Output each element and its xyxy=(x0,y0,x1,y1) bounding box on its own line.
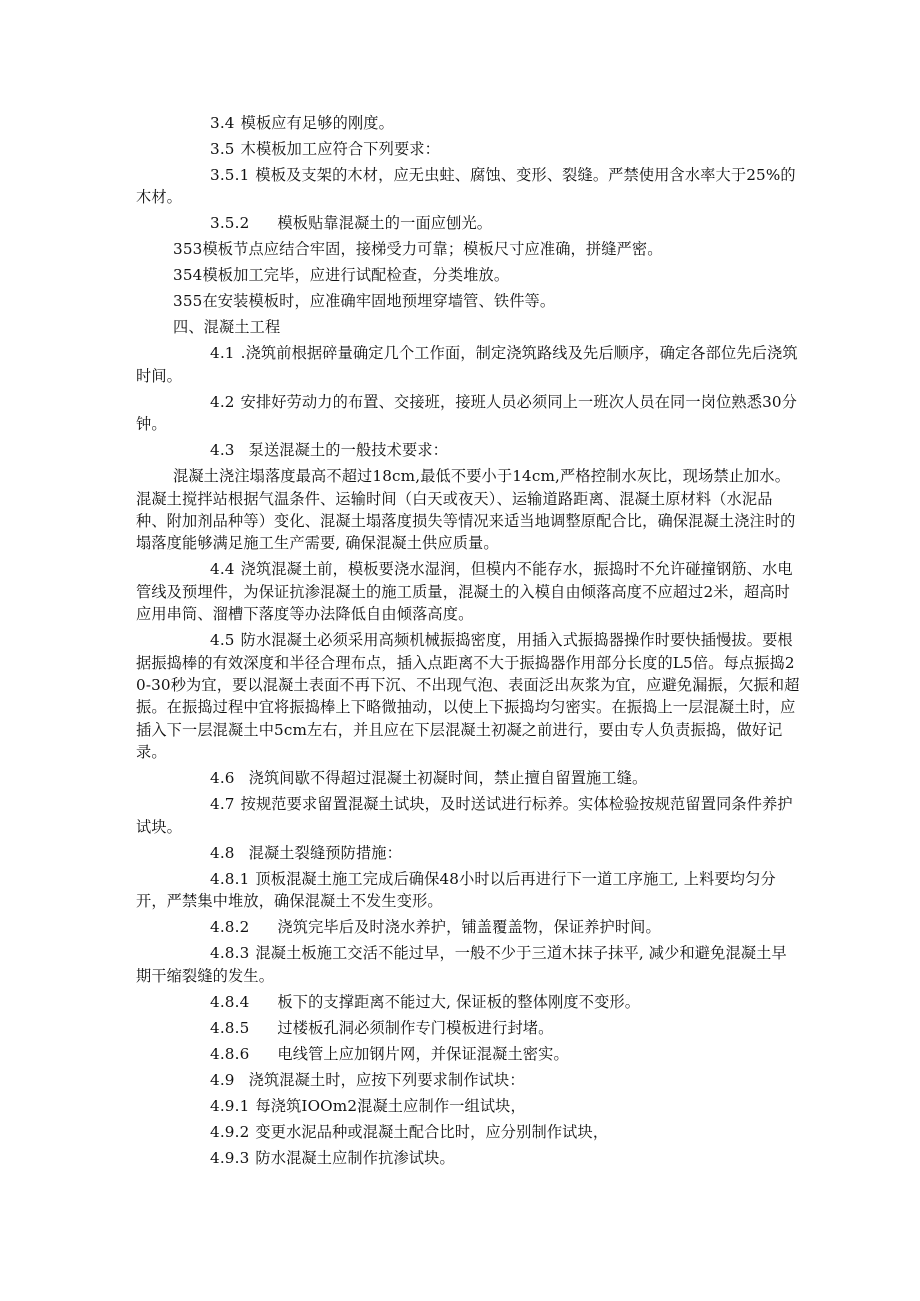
paragraph-text: 混凝土浇注塌落度最高不超过18cm,最低不要小于14cm,严格控制水灰比，现场禁止加水。混凝土搅拌站根据气温条件、运输时间（白天或夜天）、运输道路距离、混凝土原材料（水泥品种、附加剂品种等）变化、混凝土塌落度损失等情况来适当地调整原配合比，确保混凝土浇注时的塌落度能够满足施工生产需要, 确保混凝土供应质量。 xyxy=(136,467,796,553)
paragraph xyxy=(136,138,800,160)
paragraph-text: 浇筑间歇不得超过混凝土初凝时间，禁止擅自留置施工缝。 xyxy=(248,769,648,788)
paragraph-text: 模板贴靠混凝土的一面应刨光。 xyxy=(277,214,493,233)
paragraph-text: 模板及支架的木材，应无虫蛀、腐蚀、变形、裂缝。严禁使用含水率大于25%的木材。 xyxy=(136,166,796,207)
paragraph xyxy=(136,629,800,763)
clause-number: 4.7 xyxy=(210,795,235,814)
paragraph xyxy=(136,1043,800,1065)
clause-number: 4.8.4 xyxy=(210,992,250,1011)
paragraph xyxy=(136,238,800,260)
paragraph-text: 浇筑混凝土前，模板要浇水湿润，但模内不能存水，振捣时不允许碰撞钢筋、水电管线及预埋件，为保证抗渗混凝土的施工质量，混凝土的入模自由倾落高度不应超过2米，超高时应用串筒、溜槽下落度等办法降低自由倾落高度。 xyxy=(136,560,793,624)
clause-number: 4.8 xyxy=(210,843,235,862)
paragraph-text: 355在安装模板时，应准确牢固地预埋穿墙管、铁件等。 xyxy=(173,292,556,311)
clause-number: 4.2 xyxy=(210,392,235,411)
paragraph xyxy=(136,439,800,461)
paragraph-text: 混凝土裂缝预防措施： xyxy=(248,843,402,862)
paragraph xyxy=(136,465,800,555)
clause-number: 4.8.1 xyxy=(210,869,250,888)
paragraph-text: 泵送混凝土的一般技术要求： xyxy=(248,441,448,460)
paragraph xyxy=(136,767,800,789)
clause-number: 4.9 xyxy=(210,1070,235,1089)
paragraph-text: 顶板混凝土施工完成后确保48小时以后再进行下一道工序施工, 上料要均匀分开，严禁集中堆放，确保混凝土不发生变形。 xyxy=(136,869,776,911)
paragraph-text: 按规范要求留置混凝土试块，及时送试进行标养。实体检验按规范留置同条件养护试块。 xyxy=(136,795,793,836)
paragraph xyxy=(136,1147,800,1169)
paragraph xyxy=(136,1069,800,1091)
paragraph-text: 浇筑完毕后及时浇水养护，铺盖覆盖物，保证养护时间。 xyxy=(277,918,661,937)
paragraph xyxy=(136,391,800,436)
paragraph-text: 安排好劳动力的布置、交接班，接班人员必须同上一班次人员在同一岗位熟悉30分钟。 xyxy=(136,392,798,434)
clause-number: 4.8.5 xyxy=(210,1018,250,1037)
clause-number: 4.9.3 xyxy=(210,1148,250,1167)
clause-number: 3.4 xyxy=(210,114,235,132)
paragraph-text: 混凝土板施工交活不能过早，一般不少于三道木抹子抹平, 减少和避免混凝土早期干缩裂缝的发生。 xyxy=(136,944,787,985)
paragraph-text: 防水混凝土应制作抗渗试块。 xyxy=(255,1148,455,1167)
paragraph xyxy=(136,316,800,338)
paragraph-text: 电线管上应加钢片网，并保证混凝土密实。 xyxy=(277,1044,569,1063)
paragraph xyxy=(136,342,800,387)
paragraph-text: 每浇筑IOOm2混凝土应制作一组试块， xyxy=(255,1096,526,1115)
clause-number: 4.9.1 xyxy=(210,1096,250,1115)
clause-number: 3.5.2 xyxy=(210,214,250,233)
paragraph xyxy=(136,212,800,234)
paragraph xyxy=(136,793,800,838)
clause-number: 3.5.1 xyxy=(210,166,250,184)
paragraph xyxy=(136,942,800,987)
clause-number: 4.9.2 xyxy=(210,1122,250,1141)
clause-number: 4.4 xyxy=(210,560,235,579)
paragraph-text: 浇筑混凝土时，应按下列要求制作试块： xyxy=(248,1070,525,1089)
paragraph-text: 防水混凝土必须采用高频机械振捣密度，用插入式振捣器操作时要快插慢拔。要根据振捣棒的有效深度和半径合理布点，插入点距离不大于振捣器作用部分长度的L5倍。每点振捣20-30秒为宜，要以混凝土表面不再下沉、不出现气泡、表面泛出灰浆为宜，应避免漏振，欠振和超振。在振捣过程中宜将振捣棒上下略微抽动，以使上下振捣均匀密实。在振捣上一层混凝土时，应插入下一层混凝土中5cm左右，并且应在下层混凝土初凝之前进行，要由专人负责振捣，做好记录。 xyxy=(136,631,800,762)
paragraph xyxy=(136,916,800,938)
paragraph xyxy=(136,1017,800,1039)
clause-number: 3.5 xyxy=(210,140,235,158)
paragraph-text: 354模板加工完毕，应进行试配检查，分类堆放。 xyxy=(173,266,510,285)
paragraph xyxy=(136,264,800,286)
paragraph-text: 变更水泥品种或混凝土配合比时，应分别制作试块， xyxy=(255,1122,609,1141)
paragraph xyxy=(136,991,800,1013)
paragraph-text: 四、混凝土工程 xyxy=(173,318,281,337)
paragraph-text: 木模板加工应符合下列要求： xyxy=(240,140,440,158)
paragraph xyxy=(136,112,800,134)
clause-number: 4.8.2 xyxy=(210,918,250,937)
paragraph-text: 过楼板孔洞必须制作专门模板进行封堵。 xyxy=(277,1018,554,1037)
paragraph-text: 353模板节点应结合牢固，接梯受力可靠；模板尺寸应准确，拼缝严密。 xyxy=(173,240,663,259)
paragraph xyxy=(136,842,800,864)
clause-number: 4.8.6 xyxy=(210,1044,250,1063)
clause-number: 4.3 xyxy=(210,441,235,460)
paragraph xyxy=(136,164,800,209)
paragraph xyxy=(136,558,800,625)
clause-number: 4.6 xyxy=(210,769,235,788)
paragraph-text: 板下的支撑距离不能过大, 保证板的整体刚度不变形。 xyxy=(277,992,641,1011)
paragraph xyxy=(136,290,800,312)
paragraph-text: .浇筑前根据碎量确定几个工作面，制定浇筑路线及先后顺序，确定各部位先后浇筑时间。 xyxy=(136,344,798,385)
clause-number: 4.8.3 xyxy=(210,944,250,963)
paragraph-text: 模板应有足够的刚度。 xyxy=(240,114,394,132)
paragraph xyxy=(136,1121,800,1143)
clause-number: 4.5 xyxy=(210,631,235,650)
paragraph xyxy=(136,1095,800,1117)
paragraph xyxy=(136,868,800,913)
clause-number: 4.1 xyxy=(210,344,235,363)
